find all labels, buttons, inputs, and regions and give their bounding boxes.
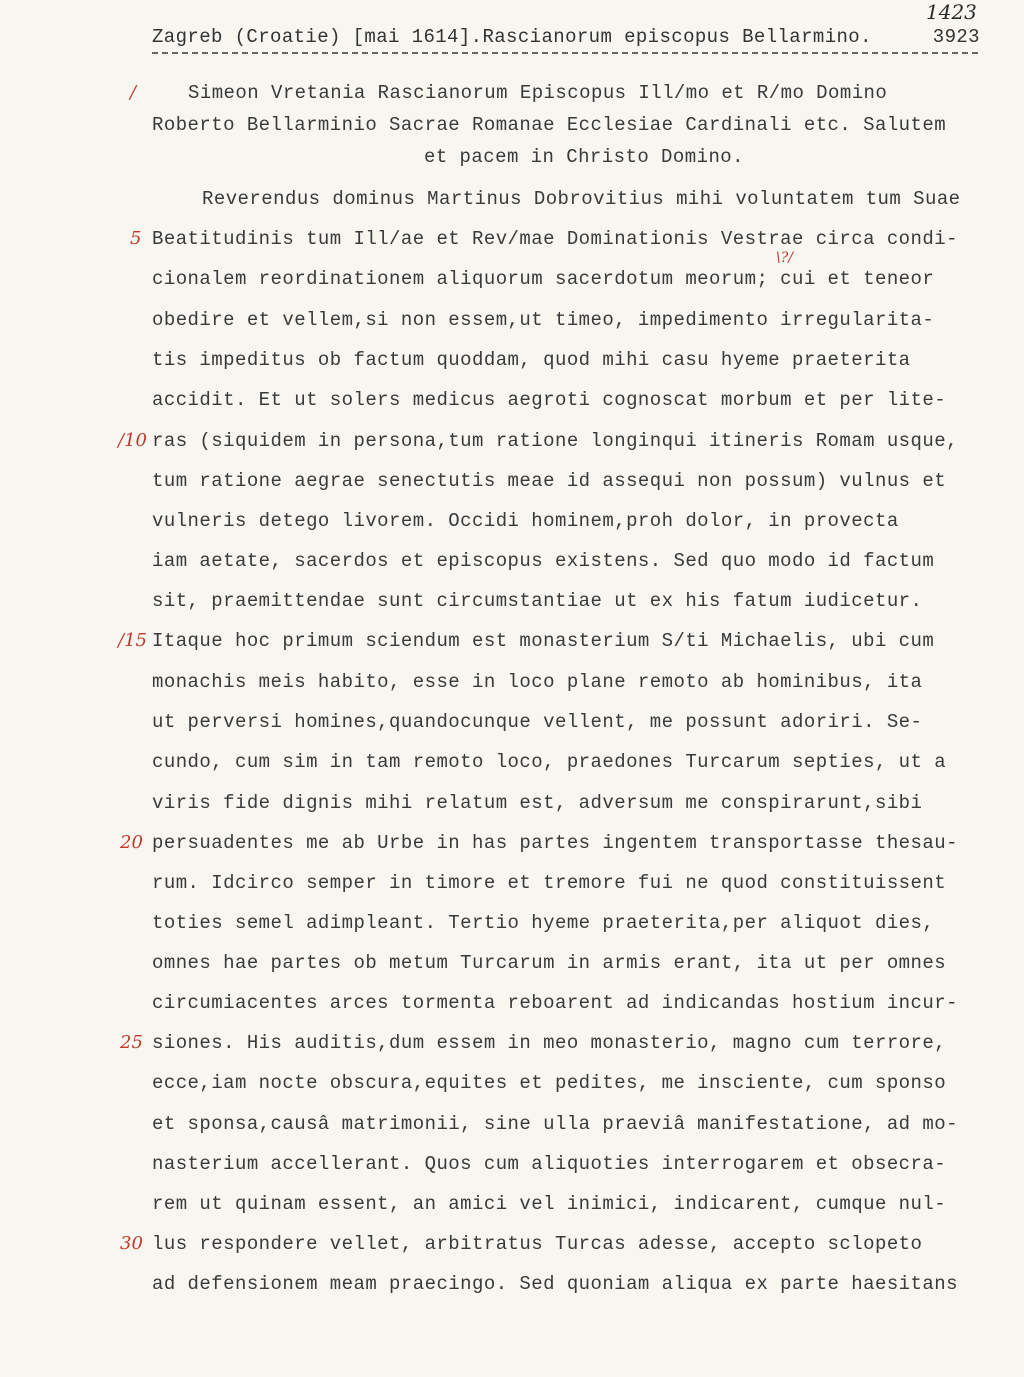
text-line-1: Simeon Vretania Rascianorum Episcopus Ill/mo et R/mo Domino: [188, 82, 888, 104]
handwritten-annotation: \?/: [776, 250, 793, 266]
line-marker-1: /: [130, 82, 137, 103]
header-page-number: 3923: [932, 26, 980, 48]
text-line-27: et sponsa,causâ matrimonii, sine ulla praeviâ manifestatione, ad mo-: [152, 1113, 958, 1135]
text-line-8: tis impeditus ob factum quoddam, quod mihi casu hyeme praeterita: [152, 349, 911, 371]
text-line-16: monachis meis habito, esse in loco plane remoto ab hominibus, ita: [152, 671, 923, 693]
line-marker-15: /15: [118, 630, 147, 651]
line-marker-5: 5: [130, 228, 142, 249]
text-line-29: rem ut quinam essent, an amici vel inimici, indicarent, cumque nul-: [152, 1193, 947, 1215]
text-line-30: lus respondere vellet, arbitratus Turcas adesse, accepto sclopeto: [152, 1233, 923, 1255]
text-line-4: Reverendus dominus Martinus Dobrovitius mihi voluntatem tum Suae: [202, 188, 961, 210]
text-line-24: circumiacentes arces tormenta reboarent ad indicandas hostium incur-: [152, 992, 958, 1014]
line-marker-25: 25: [120, 1032, 143, 1053]
text-line-2: Roberto Bellarminio Sacrae Romanae Ecclesiae Cardinali etc. Salutem: [152, 114, 947, 136]
text-line-25: siones. His auditis,dum essem in meo monasterio, magno cum terrore,: [152, 1032, 947, 1054]
line-marker-10: /10: [118, 430, 147, 451]
text-line-15: Itaque hoc primum sciendum est monasterium S/ti Michaelis, ubi cum: [152, 630, 935, 652]
header-title: Zagreb (Croatie) [mai 1614].Rascianorum episcopus Bellarmino.: [152, 26, 872, 48]
text-line-6: cionalem reordinationem aliquorum sacerdotum meorum; cui et teneor: [152, 268, 935, 290]
text-line-22: toties semel adimpleant. Tertio hyeme praeterita,per aliquot dies,: [152, 912, 935, 934]
text-line-23: omnes hae partes ob metum Turcarum in armis erant, ita ut per omnes: [152, 952, 947, 974]
line-marker-20: 20: [120, 832, 143, 853]
text-line-14: sit, praemittendae sunt circumstantiae ut ex his fatum iudicetur.: [152, 590, 923, 612]
text-line-7: obedire et vellem,si non essem,ut timeo, impedimento irregularita-: [152, 309, 935, 331]
text-line-13: iam aetate, sacerdos et episcopus existens. Sed quo modo id factum: [152, 550, 935, 572]
text-line-21: rum. Idcirco semper in timore et tremore fui ne quod constituissent: [152, 872, 947, 894]
text-line-11: tum ratione aegrae senectutis meae id assequi non possum) vulnus et: [152, 470, 947, 492]
text-line-31: ad defensionem meam praecingo. Sed quoniam aliqua ex parte haesitans: [152, 1273, 958, 1295]
text-line-20: persuadentes me ab Urbe in has partes ingentem transportasse thesau-: [152, 832, 958, 854]
text-line-5: Beatitudinis tum Ill/ae et Rev/mae Dominationis Vestrae circa condi-: [152, 228, 958, 250]
text-line-10: ras (siquidem in persona,tum ratione longinqui itineris Romam usque,: [152, 430, 958, 452]
line-marker-30: 30: [120, 1233, 143, 1254]
text-line-28: nasterium accellerant. Quos cum aliquoties interrogarem et obsecra-: [152, 1153, 947, 1175]
archive-number: 1423: [926, 0, 977, 24]
text-line-26: ecce,iam nocte obscura,equites et pedites, me insciente, cum sponso: [152, 1072, 947, 1094]
text-line-9: accidit. Et ut solers medicus aegroti cognoscat morbum et per lite-: [152, 389, 947, 411]
text-line-18: cundo, cum sim in tam remoto loco, praedones Turcarum septies, ut a: [152, 751, 947, 773]
header-divider: [152, 52, 978, 54]
text-line-19: viris fide dignis mihi relatum est, adversum me conspirarunt,sibi: [152, 792, 923, 814]
text-line-12: vulneris detego livorem. Occidi hominem,proh dolor, in provecta: [152, 510, 899, 532]
text-line-3: et pacem in Christo Domino.: [424, 146, 744, 168]
text-line-17: ut perversi homines,quandocunque vellent, me possunt adoriri. Se-: [152, 711, 923, 733]
